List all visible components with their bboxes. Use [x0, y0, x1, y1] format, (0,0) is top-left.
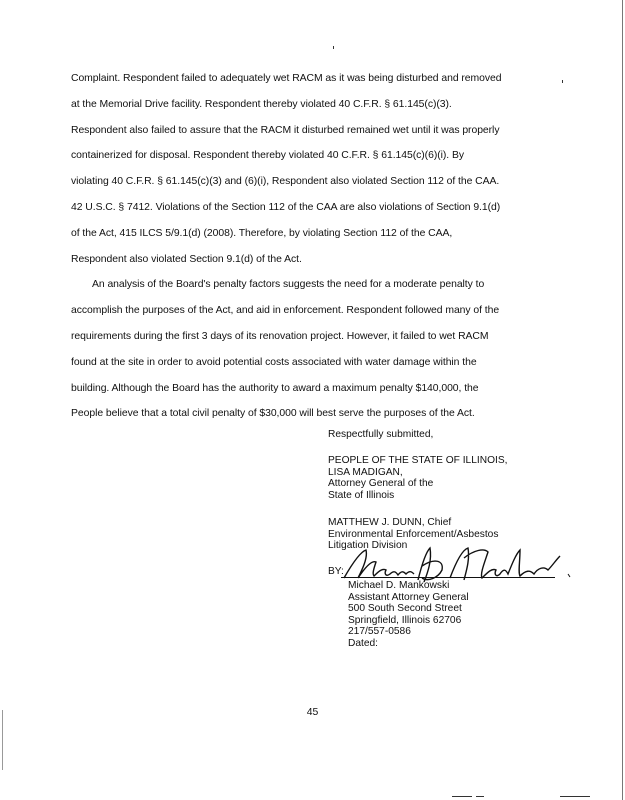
- para2-line: building. Although the Board has the authority to award a maximum penalty $140,000, the: [71, 382, 479, 394]
- by-label: BY:: [328, 566, 344, 577]
- para2-line: found at the site in order to avoid potential costs associated with water damage within the: [71, 356, 477, 368]
- people-line: State of Illinois: [328, 489, 395, 501]
- people-line: Attorney General of the: [328, 478, 434, 490]
- para1-line: Respondent also failed to assure that the RACM it disturbed remained wet until it was properly: [71, 124, 500, 136]
- people-block: [328, 455, 568, 501]
- signer-address-street: 500 South Second Street: [348, 603, 462, 615]
- para1-line: of the Act, 415 ILCS 5/9.1(d) (2008). Therefore, by violating Section 112 of the CAA,: [71, 227, 453, 239]
- scan-bottom-mark: [476, 796, 484, 797]
- para2-line: requirements during the first 3 days of its renovation project. However, it failed to wet RACM: [71, 330, 489, 342]
- scan-speck: [333, 46, 334, 49]
- signer-address-city: Springfield, Illinois 62706: [348, 614, 462, 626]
- signer-title: Assistant Attorney General: [348, 591, 469, 603]
- people-line: PEOPLE OF THE STATE OF ILLINOIS,: [328, 455, 508, 466]
- attorney-general-name: LISA MADIGAN,: [328, 466, 403, 478]
- scan-edge-mark: [2, 710, 3, 770]
- dated-label: Dated:: [348, 637, 379, 649]
- chief-line: Environmental Enforcement/Asbestos: [328, 528, 499, 540]
- para1-line: violating 40 C.F.R. § 61.145(c)(3) and (6)(i), Respondent also violated Section 112 of the CAA.: [71, 176, 500, 188]
- paragraph-2: [71, 272, 561, 427]
- scan-bottom-mark: [560, 796, 590, 797]
- para2-line: An analysis of the Board's penalty factors suggests the need for a moderate penalty to: [92, 279, 485, 291]
- para1-line: containerized for disposal. Respondent thereby violated 40 C.F.R. § 61.145(c)(6)(i). By: [71, 150, 465, 162]
- para1-line: at the Memorial Drive facility. Respondent thereby violated 40 C.F.R. § 61.145(c)(3).: [71, 98, 452, 110]
- respectfully-submitted: Respectfully submitted,: [328, 429, 434, 440]
- scan-speck: [562, 80, 563, 83]
- chief-name: MATTHEW J. DUNN, Chief: [328, 517, 452, 528]
- paragraph-1: [71, 66, 561, 272]
- scan-edge-line: [622, 0, 623, 800]
- page-number: 45: [306, 707, 319, 718]
- closing-line: [328, 429, 568, 441]
- signer-block: [348, 580, 588, 650]
- para2-line: accomplish the purposes of the Act, and aid in enforcement. Respondent followed many of the: [71, 305, 500, 317]
- para1-line: Respondent also violated Section 9.1(d) of the Act.: [71, 253, 302, 265]
- body-text: [71, 66, 561, 427]
- scan-bottom-mark: [452, 796, 472, 797]
- para1-line: Complaint. Respondent failed to adequately wet RACM as it was being disturbed and removed: [71, 73, 502, 84]
- chief-line: Litigation Division: [328, 540, 408, 552]
- signer-phone: 217/557-0586: [348, 626, 411, 638]
- signer-name: Michael D. Mankowski: [348, 580, 450, 591]
- para2-line: People believe that a total civil penalty of $30,000 will best serve the purposes of the Act.: [71, 408, 475, 420]
- para1-line: 42 U.S.C. § 7412. Violations of the Section 112 of the CAA are also violations of Section 9.1(d): [71, 201, 501, 213]
